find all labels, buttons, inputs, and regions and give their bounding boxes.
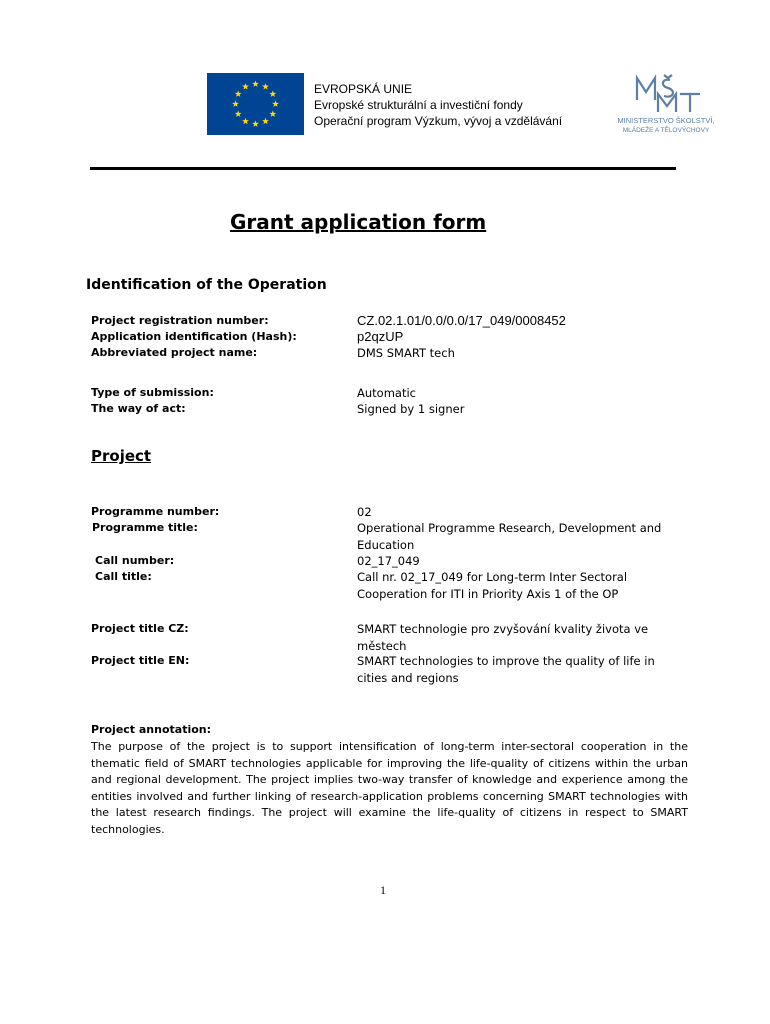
eu-stars-icon [207, 73, 304, 135]
msmt-line-2: MLÁDEŽE A TĚLOVÝCHOVY [622, 127, 710, 134]
call-title-label: Call title: [95, 570, 152, 583]
page-number: 1 [380, 883, 386, 897]
msmt-emblem-icon [600, 72, 732, 136]
identification-heading: Identification of the Operation [86, 277, 327, 293]
eu-star [242, 83, 249, 90]
eu-star [252, 80, 259, 87]
submission-type-label: Type of submission: [91, 386, 214, 399]
title-en-value: SMART technologies to improve the quality of life in cities and regions [357, 654, 655, 685]
hash-label: Application identification (Hash): [91, 330, 297, 343]
registration-value: CZ.02.1.01/0.0/0.0/17_049/0008452 [357, 313, 566, 328]
submission-type-value: Automatic [357, 386, 416, 400]
abbreviated-name-value: DMS SMART tech [357, 346, 455, 360]
annotation-text: The purpose of the project is to support intensification of long-term inter-sectoral cooperation in the thematic field of SMART technologies applicable for improving the life-quality of citizens within the urban and regional development. The project implies two-way transfer of knowledge and experience among the entities involved and further linking of research-application problems concerning SMART technologies with the latest research findings. The project will examine the life-quality of citizens in respect to SMART technologies. [91, 740, 688, 836]
page-title-text: Grant application form [230, 210, 487, 234]
eu-line-3: Operační program Výzkum, vývoj a vzdělávání [314, 114, 563, 128]
eu-star [269, 110, 276, 117]
title-cz-label: Project title CZ: [91, 622, 189, 635]
eu-star [262, 118, 269, 125]
call-number-label: Call number: [95, 554, 175, 567]
programme-title-label: Programme title: [92, 521, 198, 534]
programme-title-value: Operational Programme Research, Development and Education [357, 521, 662, 552]
programme-number-value: 02 [357, 505, 372, 519]
title-en-label: Project title EN: [91, 654, 190, 667]
header-divider [90, 167, 676, 170]
hash-value: p2qzUP [357, 329, 404, 344]
title-cz-value: SMART technologie pro zvyšování kvality života ve městech [357, 622, 649, 653]
eu-flag-logo [207, 73, 304, 135]
eu-star [262, 83, 269, 90]
eu-star [252, 120, 259, 127]
way-of-act-value: Signed by 1 signer [357, 402, 465, 416]
call-title-value: Call nr. 02_17_049 for Long-term Inter Sectoral Cooperation for ITI in Priority Axis 1 of the OP [357, 570, 628, 601]
way-of-act-label: The way of act: [91, 402, 186, 415]
project-heading: Project [91, 447, 152, 465]
programme-number-label: Programme number: [91, 505, 220, 518]
msmt-line-1: MINISTERSTVO ŠKOLSTVÍ, [617, 116, 715, 125]
call-number-value: 02_17_049 [357, 554, 420, 568]
page-title [230, 210, 486, 234]
registration-label: Project registration number: [91, 314, 269, 327]
eu-logo-text [314, 81, 562, 129]
eu-star [272, 100, 279, 107]
eu-star [269, 90, 276, 97]
eu-star [235, 90, 242, 97]
annotation-label: Project annotation: [91, 723, 212, 736]
eu-star [242, 118, 249, 125]
eu-star [235, 110, 242, 117]
eu-line-2: Evropské strukturální a investiční fondy [314, 98, 523, 112]
eu-star [232, 100, 239, 107]
eu-line-1: EVROPSKÁ UNIE [314, 82, 413, 96]
abbreviated-name-label: Abbreviated project name: [91, 346, 258, 359]
msmt-logo [600, 72, 732, 136]
